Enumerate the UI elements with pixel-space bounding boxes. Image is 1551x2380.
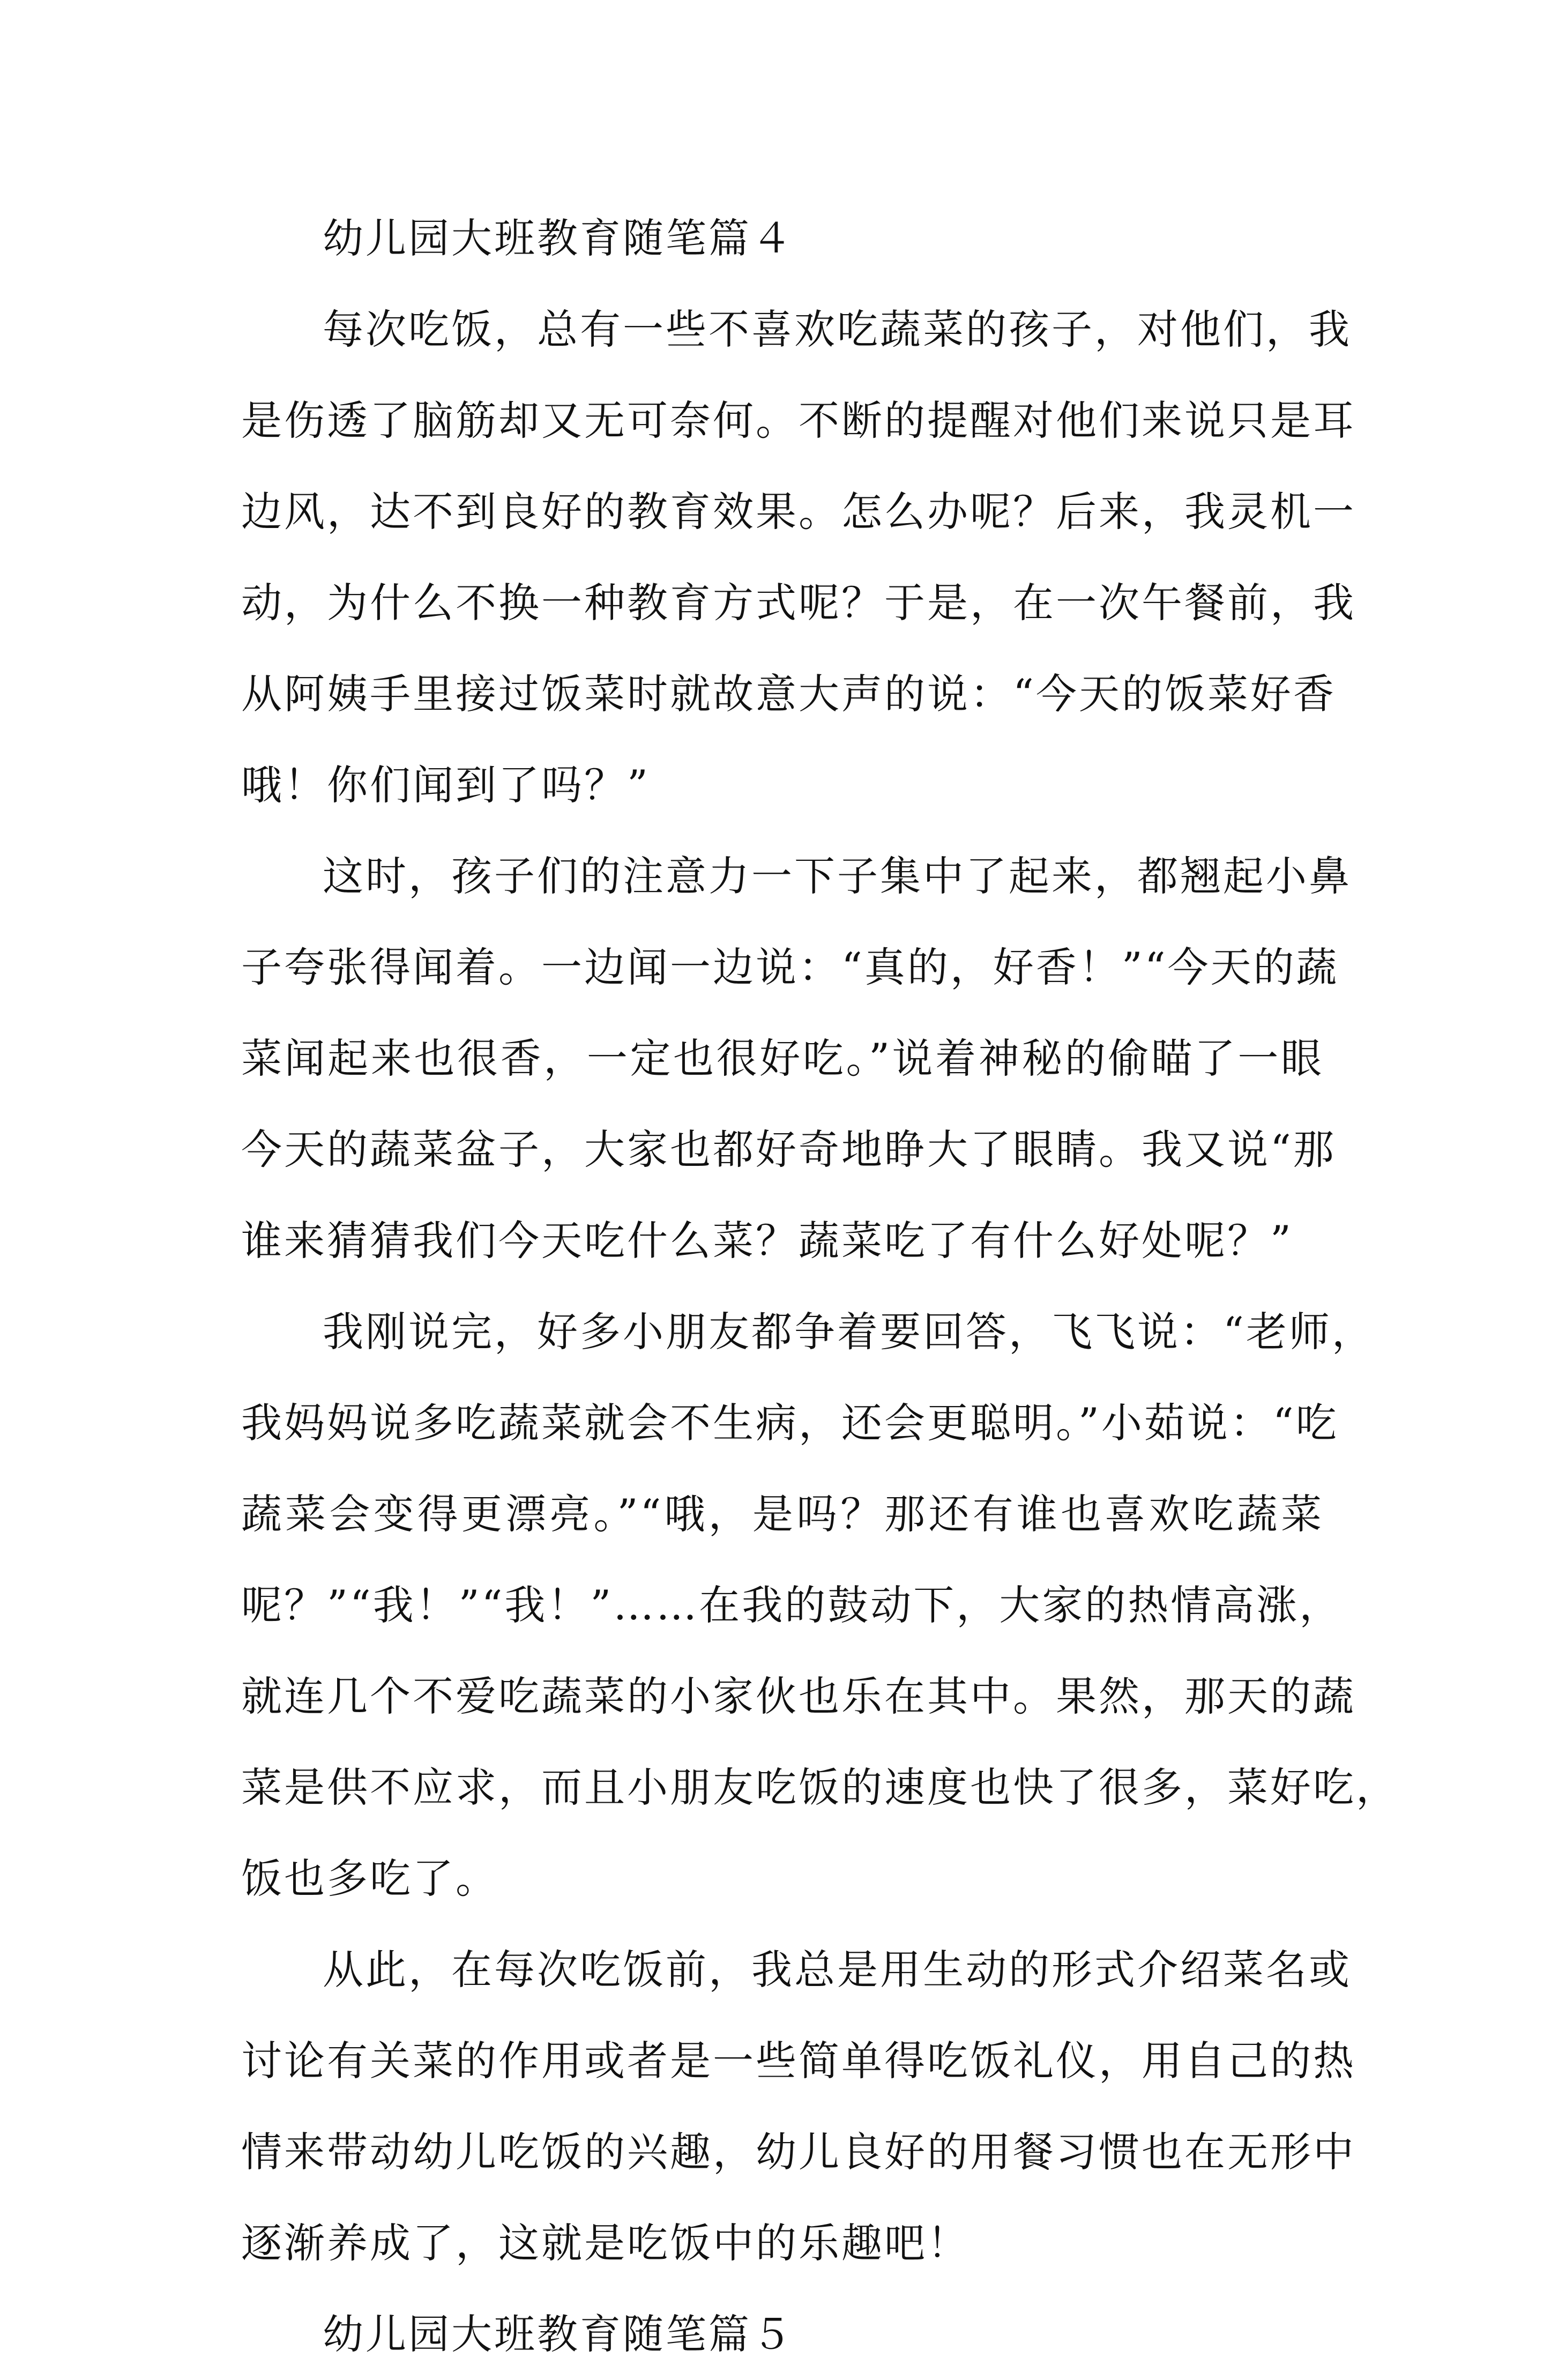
paragraph-line: 逐渐养成了，这就是吃饭中的乐趣吧！ <box>241 2219 970 2267</box>
paragraph-line: 子夸张得闻着。一边闻一边说：“真的，好香！”“今天的蔬 <box>241 943 1339 991</box>
paragraph-line: 是伤透了脑筋却又无可奈何。不断的提醒对他们来说只是耳 <box>241 397 1356 444</box>
paragraph-line: 从此，在每次吃饭前，我总是用生动的形式介绍菜名或 <box>323 1946 1352 1994</box>
paragraph-line: 今天的蔬菜盆子，大家也都好奇地睁大了眼睛。我又说“那 <box>241 1126 1336 1173</box>
paragraph-line: 这时，孩子们的注意力一下子集中了起来，都翘起小鼻 <box>323 852 1352 900</box>
document-body <box>241 193 1399 2380</box>
paragraph-line: 我刚说完，好多小朋友都争着要回答，飞飞说：“老师， <box>323 1308 1375 1356</box>
section-heading: 幼儿园大班教育随笔篇４ <box>323 214 794 262</box>
paragraph-line: 从阿姨手里接过饭菜时就故意大声的说：“今天的饭菜好香 <box>241 670 1336 718</box>
paragraph-line: 动，为什么不换一种教育方式呢？于是，在一次午餐前，我 <box>241 579 1356 627</box>
section-heading: 幼儿园大班教育随笔篇５ <box>323 2310 794 2358</box>
paragraph-line: 哦！你们闻到了吗？” <box>241 761 650 809</box>
paragraph-line: 谁来猜猜我们今天吃什么菜？蔬菜吃了有什么好处呢？” <box>241 1217 1293 1265</box>
paragraph-line: 每次吃饭，总有一些不喜欢吃蔬菜的孩子，对他们，我 <box>323 306 1352 353</box>
paragraph-line: 菜是供不应求，而且小朋友吃饭的速度也快了很多，菜好吃， <box>241 1764 1399 1811</box>
paragraph-line: 讨论有关菜的作用或者是一些简单得吃饭礼仪，用自己的热 <box>241 2037 1356 2085</box>
paragraph-line: 边风，达不到良好的教育效果。怎么办呢？后来，我灵机一 <box>241 488 1356 536</box>
paragraph-line: 就连几个不爱吃蔬菜的小家伙也乐在其中。果然，那天的蔬 <box>241 1672 1356 1720</box>
paragraph-line: 菜闻起来也很香，一定也很好吃。”说着神秘的偷瞄了一眼 <box>241 1035 1324 1082</box>
paragraph-line: 呢？”“我！”“我！”……在我的鼓动下，大家的热情高涨， <box>241 1581 1343 1629</box>
paragraph-line: 情来带动幼儿吃饭的兴趣，幼儿良好的用餐习惯也在无形中 <box>241 2128 1356 2176</box>
paragraph-line: 饭也多吃了。 <box>241 1855 498 1902</box>
paragraph-line: 我妈妈说多吃蔬菜就会不生病，还会更聪明。”小茹说：“吃 <box>241 1399 1339 1447</box>
paragraph-line: 蔬菜会变得更漂亮。”“哦，是吗？那还有谁也喜欢吃蔬菜 <box>241 1490 1324 1538</box>
